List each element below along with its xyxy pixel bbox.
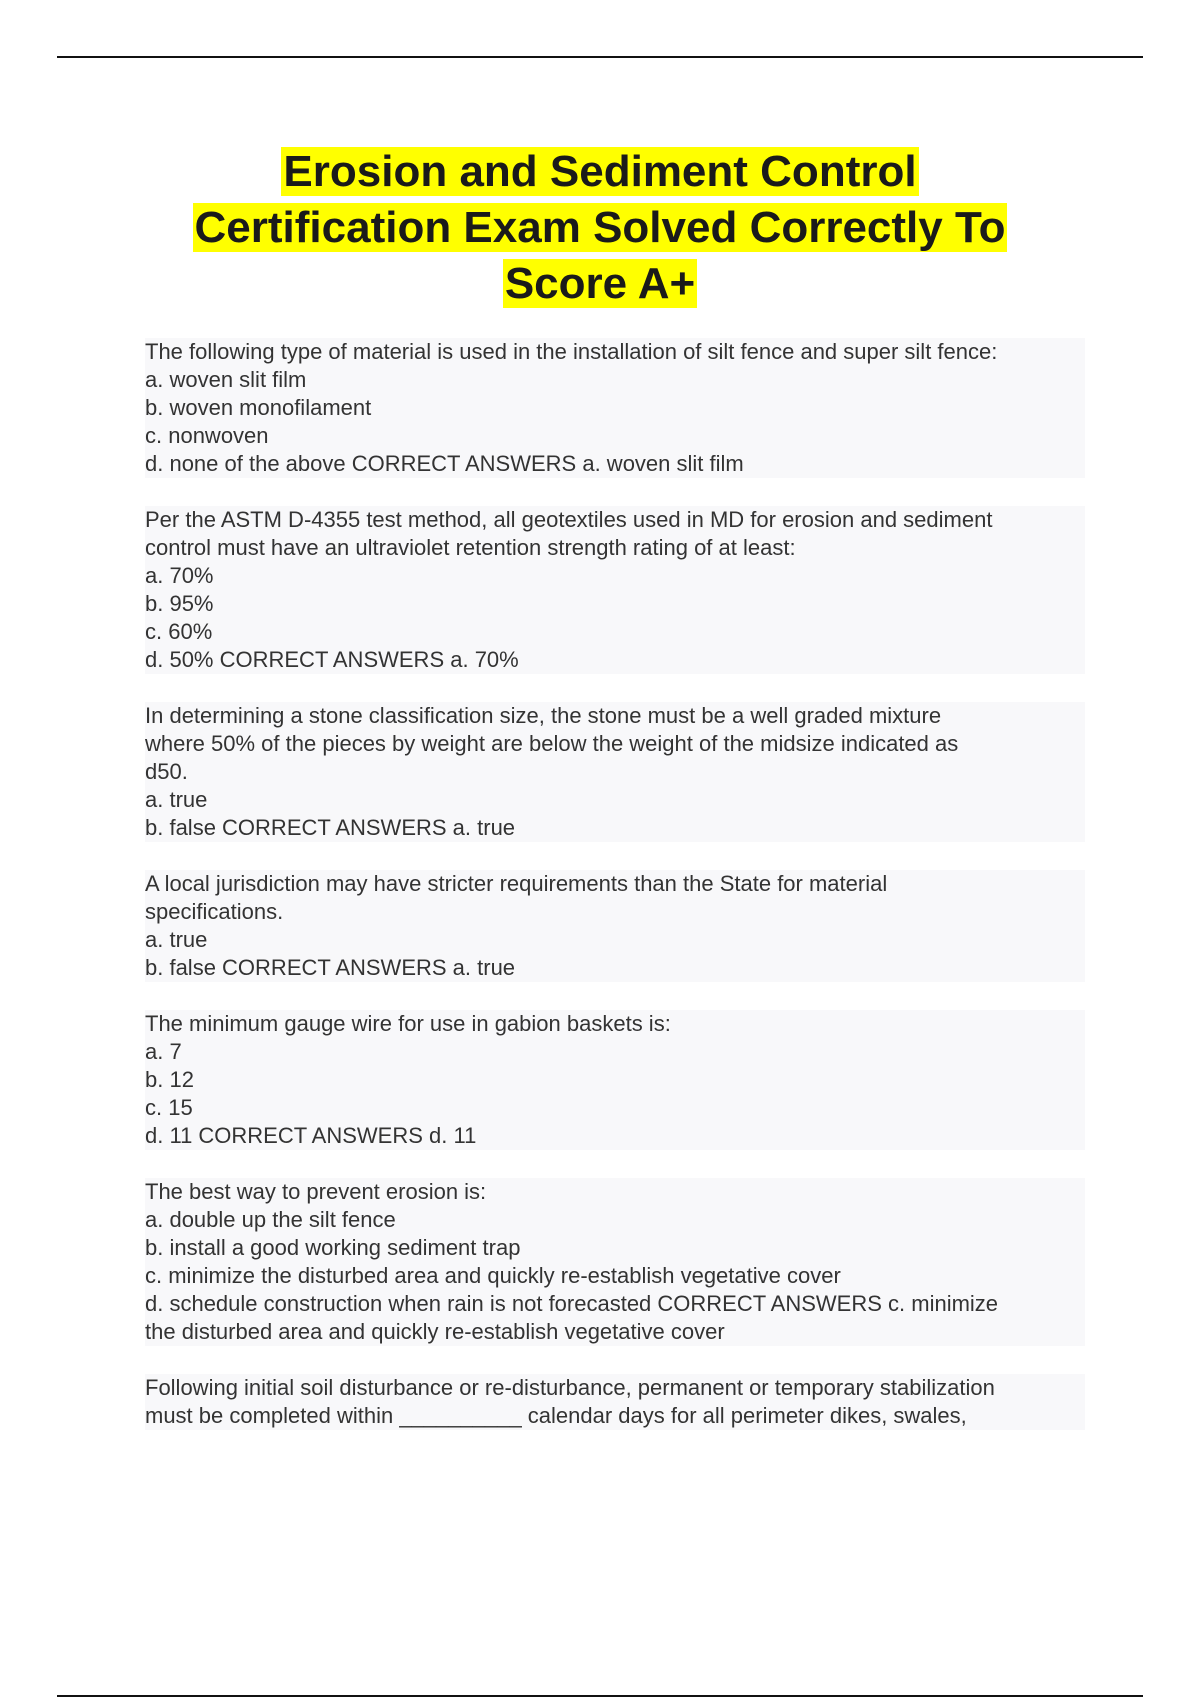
answer-option: c. minimize the disturbed area and quickly re-establish vegetative cover bbox=[145, 1263, 841, 1288]
question-text: control must have an ultraviolet retention strength rating of at least: bbox=[145, 535, 796, 560]
top-divider bbox=[57, 56, 1143, 58]
answer-option: a. double up the silt fence bbox=[145, 1207, 396, 1232]
answer-option: c. 15 bbox=[145, 1095, 193, 1120]
question-text: A local jurisdiction may have stricter requirements than the State for material bbox=[145, 871, 888, 896]
answer-option: c. 60% bbox=[145, 619, 213, 644]
question-text: The minimum gauge wire for use in gabion baskets is: bbox=[145, 1011, 671, 1036]
question-block bbox=[145, 702, 1085, 842]
answer-option: b. 95% bbox=[145, 591, 214, 616]
question-block bbox=[145, 1178, 1085, 1346]
answer-option: c. nonwoven bbox=[145, 423, 269, 448]
answer-option: b. 12 bbox=[145, 1067, 194, 1092]
question-text: The best way to prevent erosion is: bbox=[145, 1179, 487, 1204]
answer-option: a. woven slit film bbox=[145, 367, 307, 392]
answer-option: d. 11 CORRECT ANSWERS d. 11 bbox=[145, 1123, 477, 1148]
answer-option: a. 7 bbox=[145, 1039, 182, 1064]
question-text: d50. bbox=[145, 759, 188, 784]
answer-option: b. woven monofilament bbox=[145, 395, 372, 420]
answer-option: d. none of the above CORRECT ANSWERS a. woven slit film bbox=[145, 451, 744, 476]
answer-option: a. 70% bbox=[145, 563, 214, 588]
bottom-divider bbox=[57, 1695, 1143, 1697]
answer-option: b. false CORRECT ANSWERS a. true bbox=[145, 815, 516, 840]
question-text: where 50% of the pieces by weight are below the weight of the midsize indicated as bbox=[145, 731, 959, 756]
question-list bbox=[145, 338, 1085, 1458]
question-text: specifications. bbox=[145, 899, 284, 924]
answer-option: b. install a good working sediment trap bbox=[145, 1235, 521, 1260]
answer-option: d. schedule construction when rain is not forecasted CORRECT ANSWERS c. minimize bbox=[145, 1291, 999, 1316]
answer-option: the disturbed area and quickly re-establish vegetative cover bbox=[145, 1319, 725, 1344]
question-text: Following initial soil disturbance or re-disturbance, permanent or temporary stabilization bbox=[145, 1375, 995, 1400]
answer-option: d. 50% CORRECT ANSWERS a. 70% bbox=[145, 647, 519, 672]
question-block bbox=[145, 506, 1085, 674]
question-text: must be completed within __________ calendar days for all perimeter dikes, swales, bbox=[145, 1403, 967, 1428]
question-block bbox=[145, 1010, 1085, 1150]
question-text: Per the ASTM D-4355 test method, all geotextiles used in MD for erosion and sediment bbox=[145, 507, 993, 532]
question-text: In determining a stone classification size, the stone must be a well graded mixture bbox=[145, 703, 942, 728]
title-line: Certification Exam Solved Correctly To bbox=[194, 203, 1006, 252]
answer-option: b. false CORRECT ANSWERS a. true bbox=[145, 955, 516, 980]
title-line: Score A+ bbox=[504, 259, 696, 308]
title-line: Erosion and Sediment Control bbox=[283, 147, 917, 196]
question-block bbox=[145, 1374, 1085, 1430]
question-block bbox=[145, 338, 1085, 478]
document-title bbox=[0, 144, 1200, 312]
question-text: The following type of material is used in the installation of silt fence and super silt fence: bbox=[145, 339, 998, 364]
answer-option: a. true bbox=[145, 787, 208, 812]
question-block bbox=[145, 870, 1085, 982]
answer-option: a. true bbox=[145, 927, 208, 952]
